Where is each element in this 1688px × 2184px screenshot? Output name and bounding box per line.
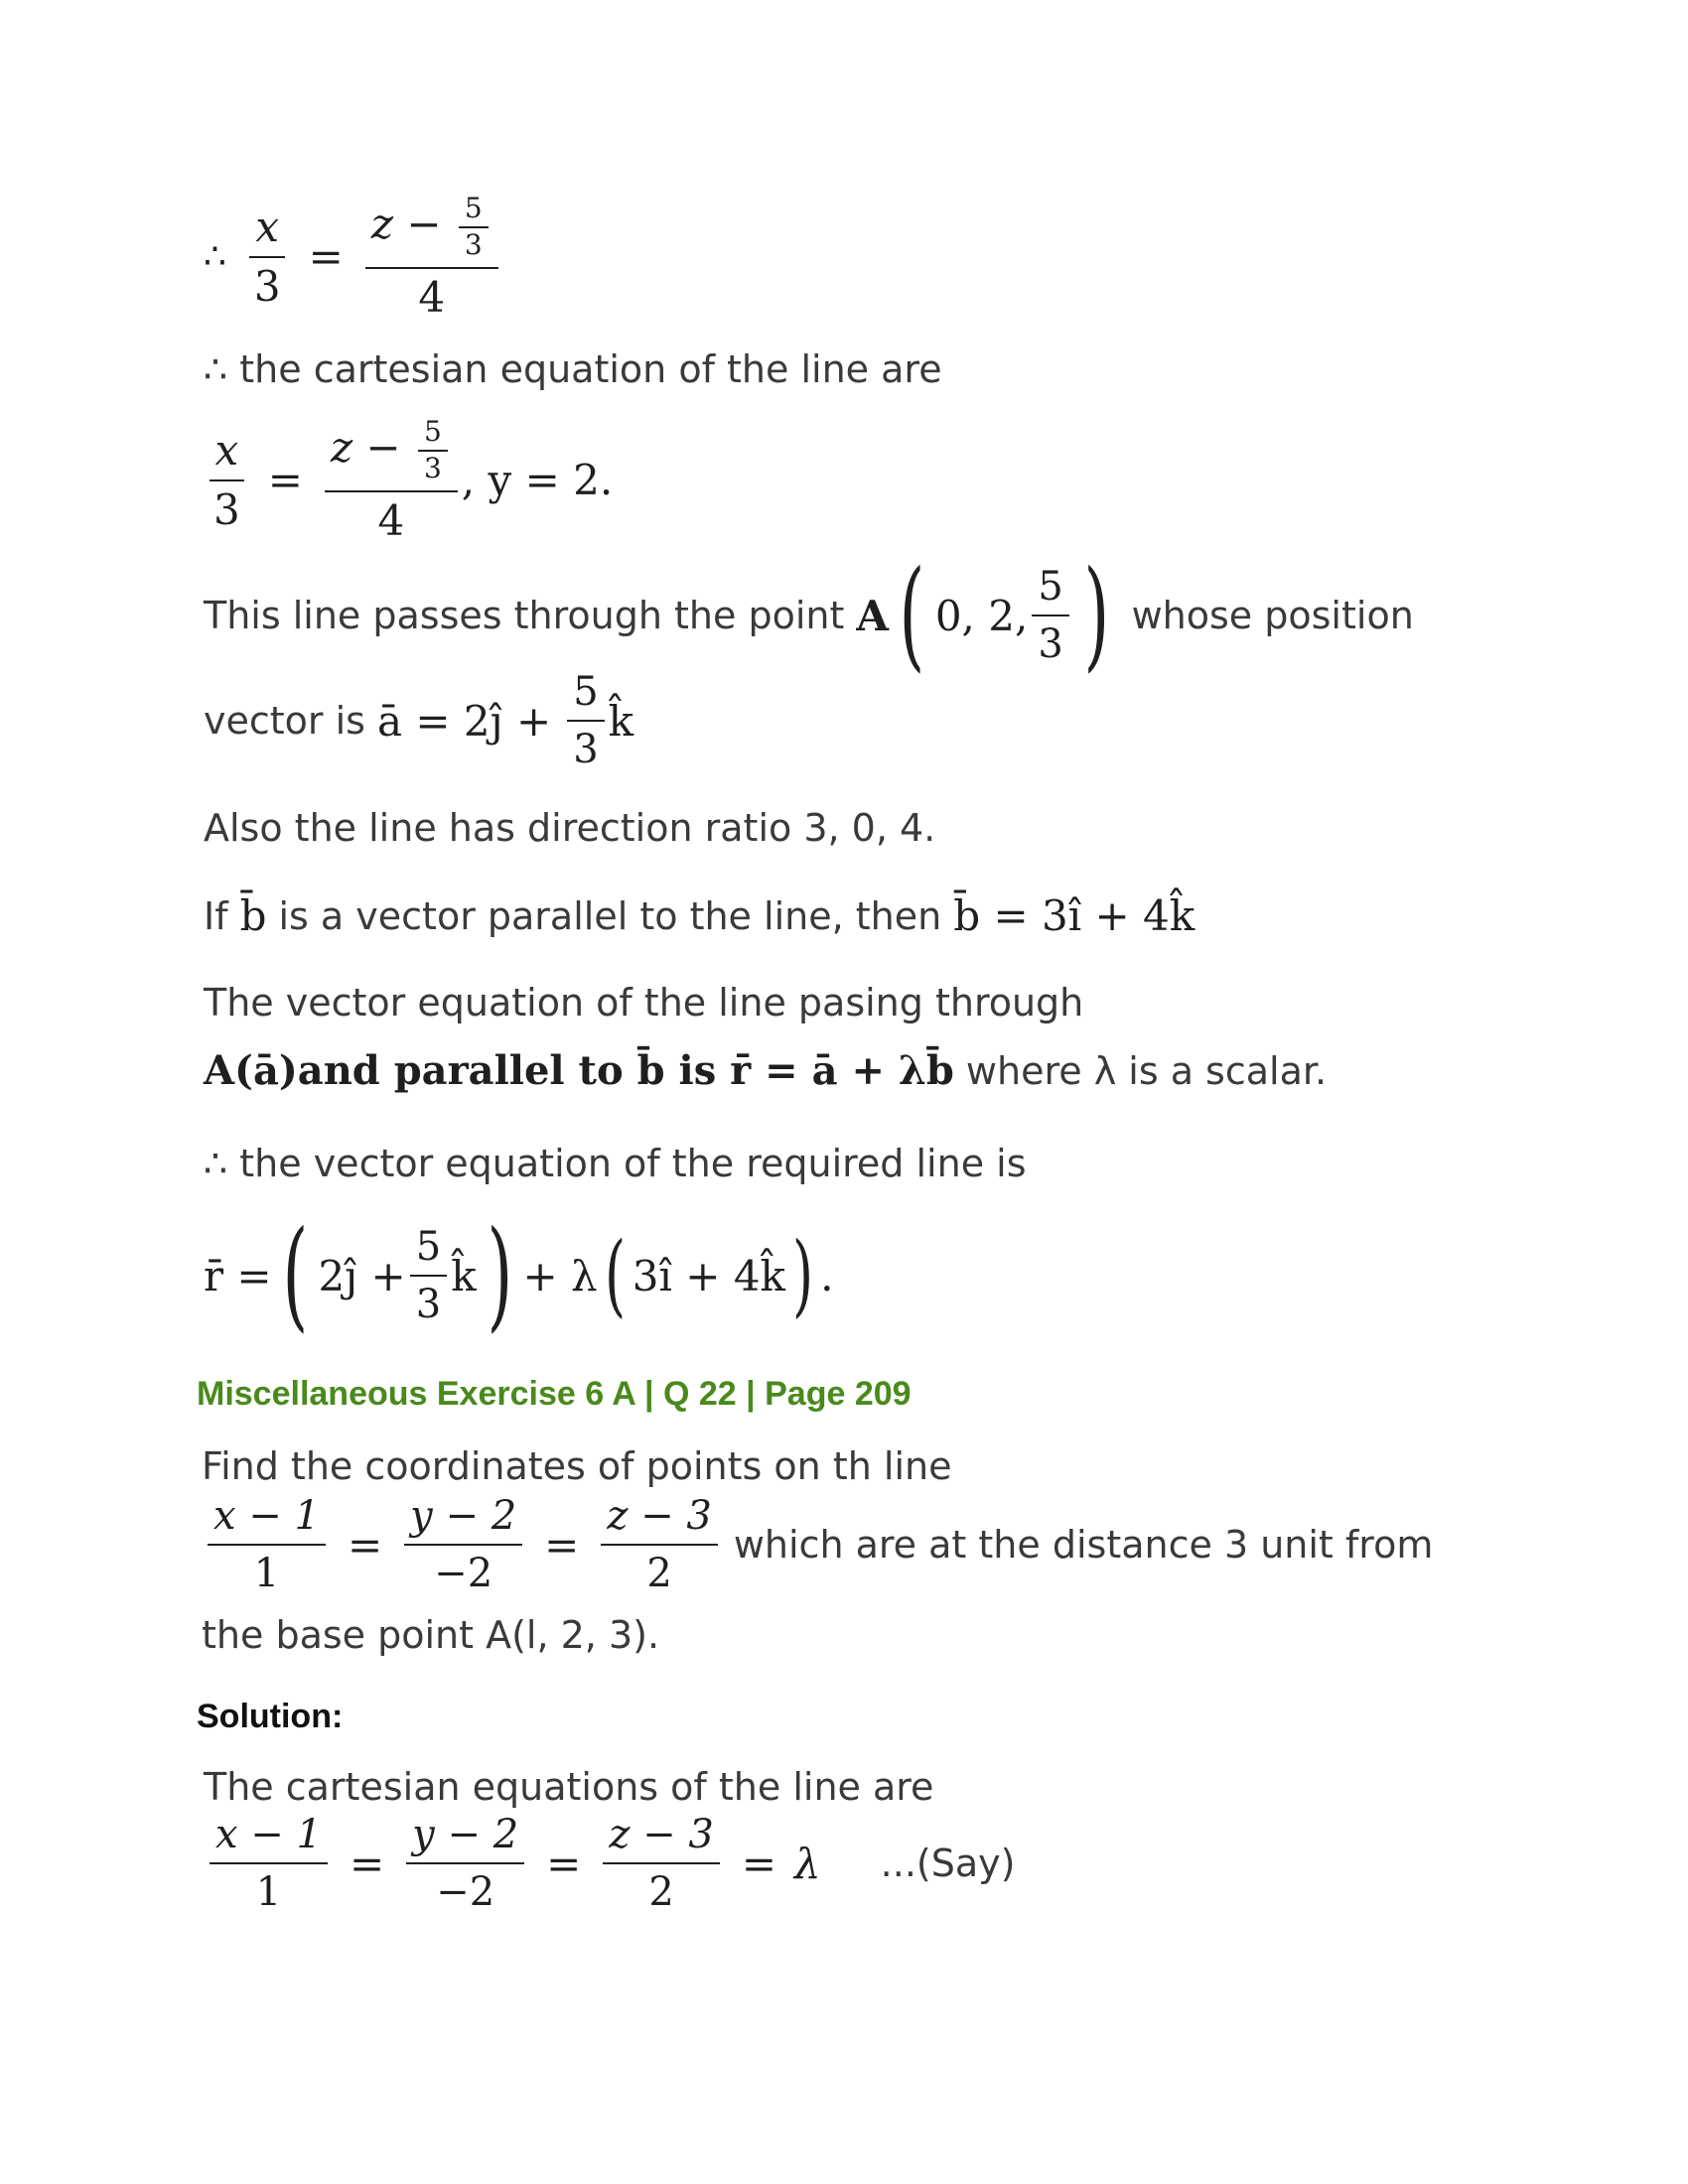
direction-ratio: Also the line has direction ratio 3, 0, 4. bbox=[204, 806, 936, 850]
solution-equation: $\frac{x - 1}{1}$ = $\frac{y - 2}{-2}$ = $\frac{z - 3}{2}$ = λ ...(Say) bbox=[206, 1813, 1015, 1914]
right-paren: ) bbox=[1083, 546, 1110, 684]
fraction-x-over-3: $\frac{x}{3}$ bbox=[208, 428, 246, 533]
fraction-z-expression: z − $\frac{5}{3}$ 4 bbox=[325, 417, 458, 544]
required-line-intro: ∴ the vector equation of the required line is bbox=[204, 1142, 1027, 1185]
y-equals-2: , y = 2. bbox=[461, 456, 614, 505]
point-sentence: This line passes through the point A ( 0, 2, $\frac{5}{3}$ ) whose position bbox=[204, 546, 1414, 684]
final-vector-equation: r̄ = ( 2ĵ + $\frac{5}{3}$ k̂ ) + λ ( 3î + 4k̂ ) . bbox=[204, 1206, 834, 1344]
therefore-symbol: ∴ bbox=[204, 236, 226, 278]
question-line3: the base point A(l, 2, 3). bbox=[202, 1613, 660, 1657]
vector-eq-line1: The vector equation of the line pasing through bbox=[204, 981, 1084, 1024]
vector-eq-line2: A(ā)and parallel to b̄ is r̄ = ā + λb̄ where λ is a scalar. bbox=[204, 1047, 1328, 1094]
parallel-vector: If b̄ is a vector parallel to the line, then b̄ = 3î + 4k̂ bbox=[204, 891, 1196, 940]
question-equation: $\frac{x - 1}{1}$ = $\frac{y - 2}{-2}$ = $\frac{z - 3}{2}$ which are at the distance 3 unit from bbox=[204, 1494, 1433, 1595]
equation-1: ∴ $\frac{x}{3}$ = z − $\frac{5}{3}$ 4 bbox=[204, 194, 502, 321]
solution-line1: The cartesian equations of the line are bbox=[204, 1765, 934, 1809]
solution-label: Solution: bbox=[197, 1698, 344, 1735]
question-line1: Find the coordinates of points on th line bbox=[202, 1444, 952, 1488]
left-paren: ( bbox=[899, 546, 925, 684]
cartesian-intro: ∴ the cartesian equation of the line are bbox=[204, 347, 942, 391]
exercise-heading: Miscellaneous Exercise 6 A | Q 22 | Page 209 bbox=[197, 1375, 912, 1413]
fraction-x-over-3: $\frac{x}{3}$ bbox=[248, 205, 287, 310]
equation-2: $\frac{x}{3}$ = z − $\frac{5}{3}$ 4 , y = 2. bbox=[204, 417, 613, 544]
fraction-z-expression: z − $\frac{5}{3}$ 4 bbox=[365, 194, 498, 321]
position-vector: vector is ā = 2ĵ + $\frac{5}{3}$ k̂ bbox=[204, 669, 634, 772]
